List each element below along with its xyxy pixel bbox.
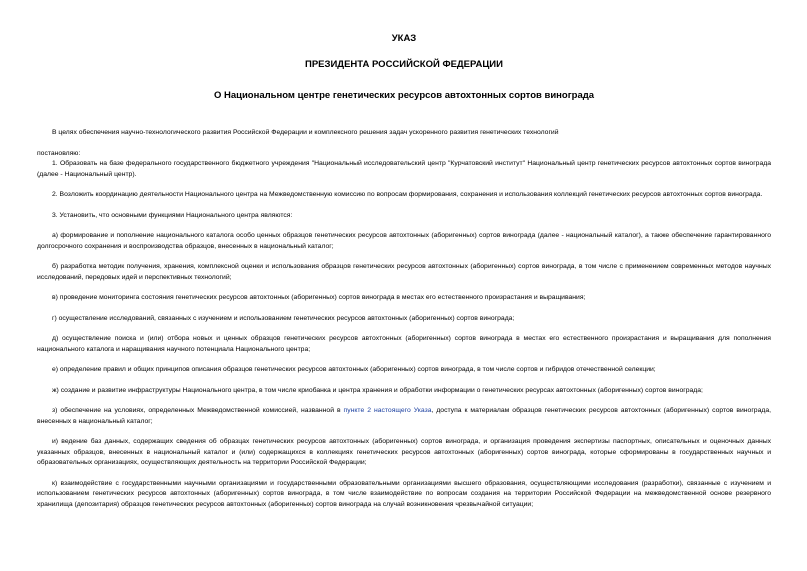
item-i: и) ведение баз данных, содержащих сведения об образцах генетических ресурсов автохтонных (аборигенных) сортов винограда, и организация проведения экспертизы паспортных, описательных и оценочных данных указанных образцов, внесенных в национальный каталог и (или) содержащихся в коллекциях генетических ресурсов автохтонных (аборигенных) сортов винограда, которые сформированы в государственных научных и образовательных организациях, осуществляющих деятельность на территории Российской Федерации; xyxy=(37,438,771,466)
decree-word: постановляю: xyxy=(37,149,81,157)
item-d: д) осуществление поиска и (или) отбора новых и ценных образцов генетических ресурсов автохтонных (аборигенных) сортов винограда в местах его естественного произрастания и выращивания для пополнения национального каталога и наращивания научного потенциала Национального центра; xyxy=(37,335,771,353)
document-type-title: УКАЗ xyxy=(391,33,417,44)
item-zh: ж) создание и развитие инфраструктуры Национального центра, в том числе криобанка и центра хранения и обработки информации о генетических ресурсах автохтонных (аборигенных) сортов винограда; xyxy=(52,386,703,394)
paragraph-2-link[interactable]: пункте 2 настоящего Указа xyxy=(343,407,432,414)
paragraph-3: 3. Установить, что основными функциями Национального центра являются: xyxy=(52,211,293,219)
item-k: к) взаимодействие с государственными научными организациями и государственными образовательными организациями высшего образования, осуществляющими исследования (разработки), связанные с изучением и использованием генетических ресурсов автохтонных (аборигенных) сортов винограда, в том числе взаимодействие по вопросам создания на территории Российской Федерации на межведомственной основе резервного хранилища (депозитария) образцов генетических ресурсов автохтонных (аборигенных) сортов винограда на случай возникновения чрезвычайной ситуации; xyxy=(37,479,771,508)
issuer-title: ПРЕЗИДЕНТА РОССИЙСКОЙ ФЕДЕРАЦИИ xyxy=(305,59,503,70)
decree-subject-title: О Национальном центре генетических ресурсов автохтонных сортов винограда xyxy=(213,90,595,101)
paragraph-1: 1. Образовать на базе федерального государственного бюджетного учреждения "Национальный исследовательский центр "Курчатовский институт" Национальный центр генетических ресурсов автохтонных сортов винограда (далее - Национальный центр). xyxy=(37,160,771,178)
item-a: а) формирование и пополнение национального каталога особо ценных образцов генетических ресурсов автохтонных (аборигенных) сортов винограда (далее - национальный каталог), а также обеспечение гарантированного долгосрочного сохранения и воспроизводства образцов, внесенных в национальный каталог; xyxy=(37,232,771,250)
paragraph-2: 2. Возложить координацию деятельности Национального центра на Межведомственную комиссию по вопросам формирования, сохранения и использования коллекций генетических ресурсов автохтонных сортов винограда. xyxy=(52,191,763,198)
item-g: г) осуществление исследований, связанных с изучением и использованием генетических ресурсов автохтонных (аборигенных) сортов винограда; xyxy=(52,314,515,322)
item-b: б) разработка методик получения, хранения, комплексной оценки и использования образцов генетических ресурсов автохтонных (аборигенных) сортов винограда, в том числе с применением современных методов научных исследований, передовых идей и перспективных технологий; xyxy=(37,263,771,281)
item-e: е) определение правил и общих принципов описания образцов генетических ресурсов автохтонных (аборигенных) сортов винограда, в том числе сортов и гибридов отечественной селекции; xyxy=(52,366,656,373)
item-z-text-before: з) обеспечение на условиях, определенных Межведомственной комиссией, названной в xyxy=(52,407,344,414)
item-z xyxy=(37,406,771,427)
preamble-paragraph: В целях обеспечения научно-технологического развития Российской Федерации и комплексного решения задач ускоренного развития генетических технологий xyxy=(52,129,559,136)
item-z-text-after: , доступа к материалам образцов генетических ресурсов автохтонных (аборигенных) сортов винограда, внесенных в национальный каталог; xyxy=(37,407,771,425)
item-v: в) проведение мониторинга состояния генетических ресурсов автохтонных (аборигенных) сортов винограда в местах его естественного произрастания и выращивания; xyxy=(52,294,586,301)
